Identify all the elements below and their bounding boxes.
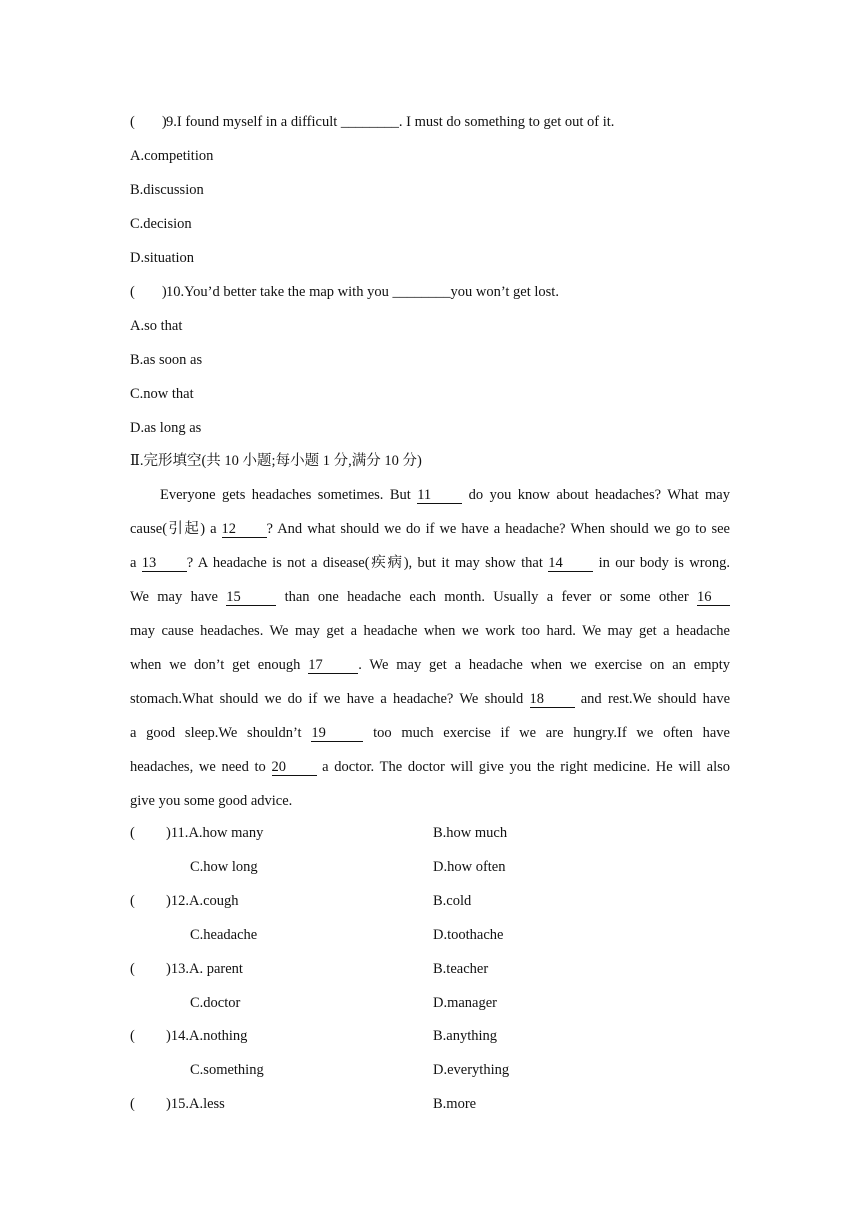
choice-15-a: )15.A.less bbox=[166, 1096, 225, 1112]
choice-11-b: B.how much bbox=[433, 825, 508, 841]
question-10-option-c: C.now that bbox=[130, 386, 194, 402]
blank-12: 12 bbox=[222, 522, 267, 538]
question-9 bbox=[130, 113, 614, 131]
choice-13-a: )13.A. parent bbox=[166, 961, 243, 977]
choice-11-c: C.how long bbox=[190, 859, 258, 875]
answer-paren: ( bbox=[130, 825, 135, 841]
question-10-stem-end: you won’t get lost. bbox=[450, 284, 559, 300]
question-9-option-c: C.decision bbox=[130, 216, 192, 232]
blank-11: 11 bbox=[417, 488, 462, 504]
passage-line-9: headaches, we need to 20 a doctor. The doctor will give you the right medicine. He will also bbox=[130, 759, 730, 775]
choice-12-a: )12.A.cough bbox=[166, 893, 239, 909]
question-10-option-d: D.as long as bbox=[130, 420, 202, 436]
question-10-stem: 10.You’d better take the map with you bbox=[166, 284, 393, 300]
passage-line-8: a good sleep.We shouldn’t 19 too much exercise if we are hungry.If we often have bbox=[130, 725, 730, 741]
choice-14-b: B.anything bbox=[433, 1028, 498, 1044]
blank-14: 14 bbox=[548, 556, 593, 572]
passage-line-4: We may have 15 than one headache each month. Usually a fever or some other 16 bbox=[130, 588, 730, 606]
blank-13: 13 bbox=[142, 556, 187, 572]
choice-14-d: D.everything bbox=[433, 1062, 510, 1078]
question-10-option-b: B.as soon as bbox=[130, 352, 203, 368]
question-9-option-b: B.discussion bbox=[130, 182, 204, 198]
passage-line-3: a 13 ? A headache is not a disease(疾病), but it may show that 14 in our body is wrong. bbox=[130, 555, 730, 571]
blank-20: 20 bbox=[272, 760, 317, 776]
question-9-stem-end: . I must do something to get out of it. bbox=[398, 114, 615, 130]
choice-12-d: D.toothache bbox=[433, 927, 504, 943]
blank-18: 18 bbox=[530, 692, 575, 708]
question-9-blank: ________ bbox=[340, 114, 399, 130]
answer-paren: ( bbox=[130, 961, 135, 977]
answer-paren: ( bbox=[130, 1028, 135, 1044]
passage-line-2: cause(引起) a 12 ? And what should we do if we have a headache? When should we go to see bbox=[130, 521, 730, 537]
passage-line-1: Everyone gets headaches sometimes. But 11 do you know about headaches? What may bbox=[160, 487, 730, 503]
answer-paren: ( ) bbox=[130, 114, 167, 130]
choice-11-a: )11.A.how many bbox=[166, 825, 264, 841]
choice-13-c: C.doctor bbox=[190, 995, 241, 1011]
answer-paren: ( ) bbox=[130, 284, 167, 300]
choice-12-c: C.headache bbox=[190, 927, 258, 943]
passage-line-6: when we don’t get enough 17 . We may get a headache when we exercise on an empty bbox=[130, 657, 731, 673]
choice-14-a: )14.A.nothing bbox=[166, 1028, 248, 1044]
passage-line-7: stomach.What should we do if we have a headache? We should 18 and rest.We should have bbox=[130, 691, 731, 707]
choice-12-b: B.cold bbox=[433, 893, 472, 909]
passage-line-10: give you some good advice. bbox=[130, 793, 293, 809]
passage-line-5: may cause headaches. We may get a headache when we work too hard. We may get a headache bbox=[130, 623, 730, 639]
blank-16: 16 bbox=[697, 590, 730, 606]
choice-13-d: D.manager bbox=[433, 995, 498, 1011]
choice-11-d: D.how often bbox=[433, 859, 506, 875]
choice-13-b: B.teacher bbox=[433, 961, 489, 977]
question-9-option-a: A.competition bbox=[130, 148, 214, 164]
blank-15: 15 bbox=[226, 590, 276, 606]
blank-17: 17 bbox=[308, 658, 358, 674]
choice-15-b: B.more bbox=[433, 1096, 477, 1112]
blank-19: 19 bbox=[311, 726, 363, 742]
answer-paren: ( bbox=[130, 1096, 135, 1112]
question-10 bbox=[130, 283, 559, 301]
answer-paren: ( bbox=[130, 893, 135, 909]
choice-14-c: C.something bbox=[190, 1062, 264, 1078]
question-9-stem: 9.I found myself in a difficult bbox=[166, 114, 341, 130]
question-9-option-d: D.situation bbox=[130, 250, 195, 266]
section-title: Ⅱ.完形填空(共 10 小题;每小题 1 分,满分 10 分) bbox=[130, 453, 422, 469]
question-10-option-a: A.so that bbox=[130, 318, 183, 334]
question-10-blank: ________ bbox=[392, 284, 451, 300]
